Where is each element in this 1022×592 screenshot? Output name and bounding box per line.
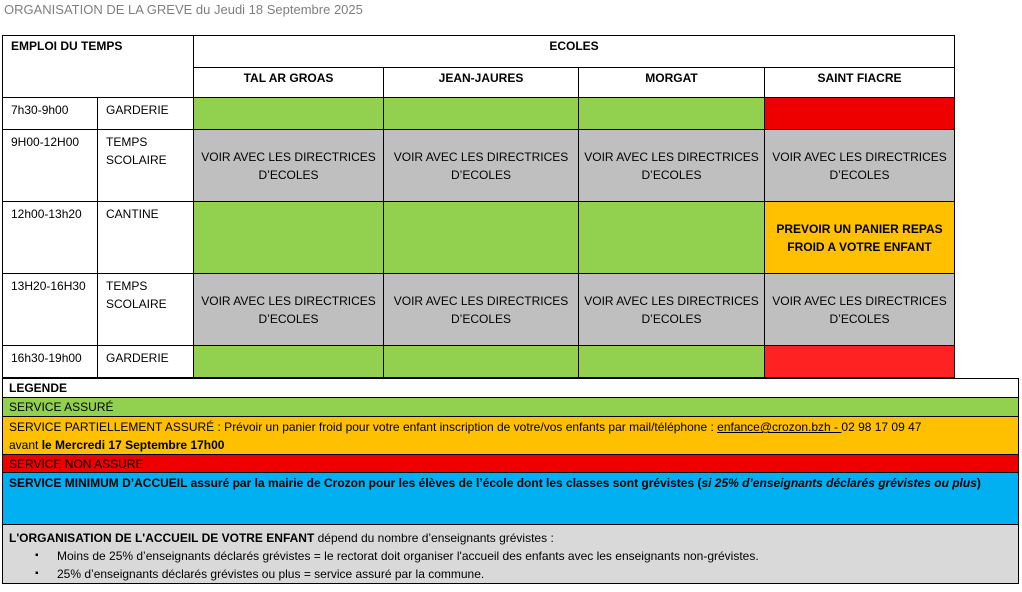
legend-service-assure: SERVICE ASSURÉ (3, 398, 1018, 417)
status-cell (765, 98, 955, 130)
legend-service-partiel (3, 417, 1018, 455)
status-cell: VOIR AVEC LES DIRECTRICES D’ECOLES (579, 130, 765, 202)
list-item (35, 547, 1012, 565)
bullet-icon: ▪ (35, 568, 39, 579)
status-cell (579, 202, 765, 274)
school-header: JEAN-JAURES (384, 68, 579, 98)
time-slot: 9H00-12H00 (3, 130, 98, 202)
table-row (3, 274, 955, 346)
status-cell: VOIR AVEC LES DIRECTRICES D’ECOLES (765, 274, 955, 346)
activity: CANTINE (98, 202, 194, 274)
status-cell: VOIR AVEC LES DIRECTRICES D’ECOLES (194, 130, 384, 202)
page-title: ORGANISATION DE LA GREVE du Jeudi 18 Septembre 2025 (4, 2, 363, 17)
status-cell (384, 202, 579, 274)
legend-avant: avant (9, 438, 42, 452)
organisation-heading: L'ORGANISATION DE L'ACCUEIL DE VOTRE ENFANT (9, 531, 315, 545)
status-cell (765, 346, 955, 378)
organisation-text: dépend du nombre d’enseignants grévistes : (314, 531, 554, 545)
status-cell: VOIR AVEC LES DIRECTRICES D’ECOLES (194, 274, 384, 346)
schedule-table (2, 35, 955, 378)
list-item (35, 565, 1012, 583)
status-cell (194, 346, 384, 378)
organisation-list (9, 547, 1012, 583)
bullet-icon: ▪ (35, 550, 39, 561)
header-ecoles: ECOLES (194, 36, 955, 68)
school-header: SAINT FIACRE (765, 68, 955, 98)
legend-organisation (3, 525, 1018, 583)
status-cell: VOIR AVEC LES DIRECTRICES D’ECOLES (579, 274, 765, 346)
list-item-text: 25% d’enseignants déclarés grévistes ou plus = service assuré par la commune. (57, 567, 485, 581)
legend-title: LEGENDE (3, 379, 1018, 398)
time-slot: 12h00-13h20 (3, 202, 98, 274)
activity: TEMPS SCOLAIRE (98, 274, 194, 346)
legend (2, 378, 1019, 584)
email-link[interactable]: enfance@crozon.bzh - (717, 420, 842, 434)
legend-minimum-condition: si 25% d’enseignants déclarés grévistes ou plus (701, 476, 977, 490)
status-cell (579, 98, 765, 130)
phone-number: 02 98 17 09 47 (841, 420, 922, 434)
activity: GARDERIE (98, 98, 194, 130)
time-slot: 13H20-16H30 (3, 274, 98, 346)
table-row (3, 130, 955, 202)
table-row (3, 98, 955, 130)
header-emploi-du-temps: EMPLOI DU TEMPS (3, 36, 194, 98)
status-cell: VOIR AVEC LES DIRECTRICES D’ECOLES (765, 130, 955, 202)
legend-deadline: le Mercredi 17 Septembre 17h00 (41, 438, 225, 452)
status-cell: VOIR AVEC LES DIRECTRICES D’ECOLES (384, 130, 579, 202)
status-cell (194, 98, 384, 130)
table-row (3, 202, 955, 274)
time-slot: 16h30-19h00 (3, 346, 98, 378)
status-cell: PREVOIR UN PANIER REPAS FROID A VOTRE ENFANT (765, 202, 955, 274)
legend-minimum-text: SERVICE MINIMUM D’ACCUEIL assuré par la mairie de Crozon pour les élèves de l’école dont les classes sont grévistes ( (9, 476, 702, 490)
legend-service-non-assure: SERVICE NON ASSURE (3, 455, 1018, 473)
activity: GARDERIE (98, 346, 194, 378)
status-cell: VOIR AVEC LES DIRECTRICES D’ECOLES (384, 274, 579, 346)
status-cell (384, 98, 579, 130)
activity: TEMPS SCOLAIRE (98, 130, 194, 202)
legend-partiel-text: SERVICE PARTIELLEMENT ASSURÉ : Prévoir un panier froid pour votre enfant inscription de votre/vos enfants par mail/téléphone : (9, 420, 718, 434)
legend-minimum-close: ) (976, 476, 981, 490)
legend-service-minimum (3, 473, 1018, 525)
school-header: TAL AR GROAS (194, 68, 384, 98)
table-row (3, 346, 955, 378)
school-header: MORGAT (579, 68, 765, 98)
status-cell (579, 346, 765, 378)
list-item-text: Moins de 25% d’enseignants déclarés grévistes = le rectorat doit organiser l'accueil des enfants avec les enseignants non-grévistes. (57, 549, 759, 563)
status-cell (194, 202, 384, 274)
time-slot: 7h30-9h00 (3, 98, 98, 130)
status-cell (384, 346, 579, 378)
